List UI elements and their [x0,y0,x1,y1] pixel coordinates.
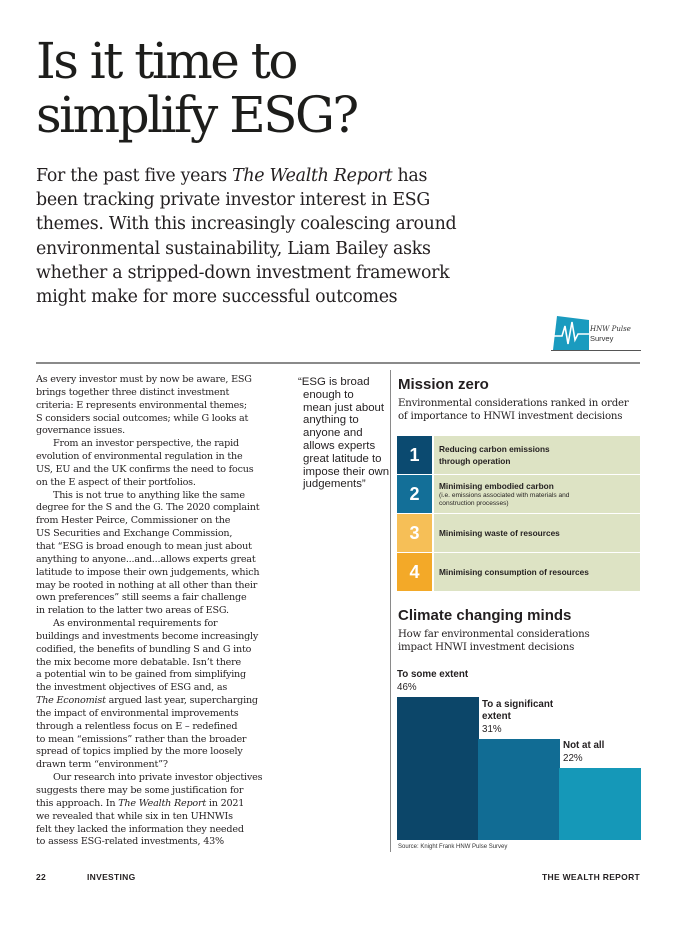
ranking-note: (i.e. emissions associated with materials and [439,491,570,499]
text-line: the impact of environmental improvements [36,707,239,719]
text-line: might make for more successful outcomes [36,287,398,308]
quote-line: great latitude to [303,452,382,465]
italic-title: The Economist [36,695,106,707]
text-line: a potential win to be gained from simplifying [36,669,246,681]
text-line: to assess ESG-related investments, 43% [36,836,224,848]
category-label: To a significant [482,698,554,710]
subtitle-line: of importance to HNWI investment decisions [398,411,623,423]
ranking-label [434,475,640,513]
text-segment: has [392,166,428,186]
pull-quote [298,376,390,491]
chart-source: Source: Knight Frank HNW Pulse Survey [398,844,508,850]
ranking-label-line: Reducing carbon emissions [439,444,550,454]
pulse-logo-icon [553,316,589,350]
text-line: in relation to the latter two areas of ESG. [36,605,229,617]
hnw-pulse-survey-logo [553,316,641,352]
ranking-label [434,553,640,591]
title-line: simplify ESG? [36,86,357,144]
value-label: 22% [563,752,583,764]
text-line: S considers social outcomes; while G looks at [36,412,249,424]
climate-title: Climate changing minds [398,607,572,624]
text-line: latitude to impose their own judgements, which [36,566,260,578]
text-line: the investment objectives of ESG and, as [36,682,228,694]
italic-title: The Wealth Report [118,797,207,809]
text-segment: in 2021 [206,797,245,809]
ranking-item [397,475,640,513]
value-label: 46% [397,681,417,693]
quote-line: “ESG is broad [298,376,370,388]
page-title [36,34,357,142]
value-label: 31% [482,723,502,735]
text-line: governance issues. [36,425,125,437]
text-line: felt they lacked the information they needed [36,823,244,835]
text-segment: this approach. In [36,797,119,809]
bar-1 [397,697,479,840]
ranking-item [397,514,640,552]
quote-line: anything to [303,414,359,427]
column-divider [390,370,391,852]
text-line: on the E aspect of their portfolios. [36,476,196,488]
rank-number: 1 [397,436,432,474]
logo-underline [551,350,641,351]
ranking-note: construction processes) [439,500,509,507]
text-line [36,798,281,811]
category-label: Not at all [563,740,605,752]
rank-number: 3 [397,514,432,552]
text-line: suggests there may be some justification for [36,785,244,796]
text-line: from Hester Peirce, Commissioner on the [36,515,231,527]
text-line: US, EU and the UK confirms the need to focus [36,463,254,475]
quote-line: judgements” [303,478,366,491]
climate-subtitle [398,628,648,655]
text-line: own preferences” still seems a fair challenge [36,592,247,604]
text-line: degree for the S and the G. The 2020 complaint [36,502,260,514]
ranking-label-line: Minimising consumption of resources [439,567,589,577]
bar-3 [559,768,641,840]
category-label: To some extent [397,669,469,681]
text-line: US Securities and Exchange Commission, [36,528,233,540]
subtitle-line: Environmental considerations ranked in order [398,398,629,409]
mission-zero-subtitle [398,397,648,424]
quote-line: anyone and [303,427,363,440]
ranking-label-line: through operation [439,456,511,466]
italic-title: The Wealth Report [232,166,393,186]
ranking-label-line: Minimising embodied carbon [439,480,554,491]
text-line: brings together three distinct investment [36,386,230,398]
quote-line: enough to [303,388,354,401]
bar-2 [478,739,560,840]
quote-line: impose their own [303,465,390,478]
text-line: buildings and investments become increasingly [36,630,259,642]
title-line: Is it time to [36,32,296,90]
ranking-item [397,436,640,474]
rank-number: 2 [397,475,432,513]
bar-label [397,669,468,694]
text-line: criteria: E represents environmental themes; [36,399,247,411]
subtitle-line: How far environmental considerations [398,629,590,640]
text-line [36,695,281,708]
text-line: As environmental requirements for [53,618,218,630]
text-line: evolution of environmental regulation in the [36,451,243,463]
text-line: through a relentless focus on E – redefined [36,720,238,732]
subtitle-line: impact HNWI investment decisions [398,642,575,654]
ranking-item [397,553,640,591]
article-body [36,374,281,849]
publication-name: THE WEALTH REPORT [542,872,640,882]
text-segment: For the past five years [36,166,233,186]
logo-line-2: Survey [590,334,614,343]
text-line: we revealed that while six in ten UHNWIs [36,810,233,822]
text-line: themes. With this increasingly coalescing around [36,214,457,235]
text-line: the mix become more debatable. Isn’t there [36,656,242,668]
climate-bar-chart [397,660,640,840]
ranking-label [434,514,640,552]
text-line: may be rooted in nothing at all other than their [36,579,258,591]
logo-line-1: HNW Pulse [590,325,631,333]
text-line: codified, the benefits of bundling S and G into [36,643,252,655]
text-line: anything to anyone...and...allows experts great [36,553,256,565]
text-line: whether a stripped-down investment framework [36,262,450,283]
section-name: INVESTING [87,872,136,882]
ranking-label [434,436,640,474]
section-divider [36,362,640,364]
text-line: As every investor must by now be aware, ESG [36,374,252,385]
text-line: From an investor perspective, the rapid [53,438,239,450]
bar-label [482,699,553,737]
text-line: that “ESG is broad enough to mean just about [36,540,252,552]
text-line: been tracking private investor interest in ESG [36,190,431,211]
text-line: environmental sustainability, Liam Bailey asks [36,238,431,259]
category-label: extent [482,711,511,723]
text-line: to mean “emissions” rather than the broader [36,733,247,745]
page-number: 22 [36,872,47,882]
ranking-label-line: Minimising waste of resources [439,528,560,538]
text-line [36,164,506,188]
ranking-list [397,436,640,592]
text-line: drawn term “environment”? [36,759,168,771]
text-line: spread of topics implied by the more loosely [36,746,243,758]
quote-line: allows experts [303,439,376,452]
text-segment: argued last year, supercharging [105,695,258,707]
mission-zero-title: Mission zero [398,376,489,393]
rank-number: 4 [397,553,432,591]
bar-label [563,740,604,765]
quote-line: mean just about [303,401,385,414]
text-line: This is not true to anything like the same [53,489,245,501]
standfirst [36,164,506,309]
text-line: Our research into private investor objectives [53,772,263,784]
